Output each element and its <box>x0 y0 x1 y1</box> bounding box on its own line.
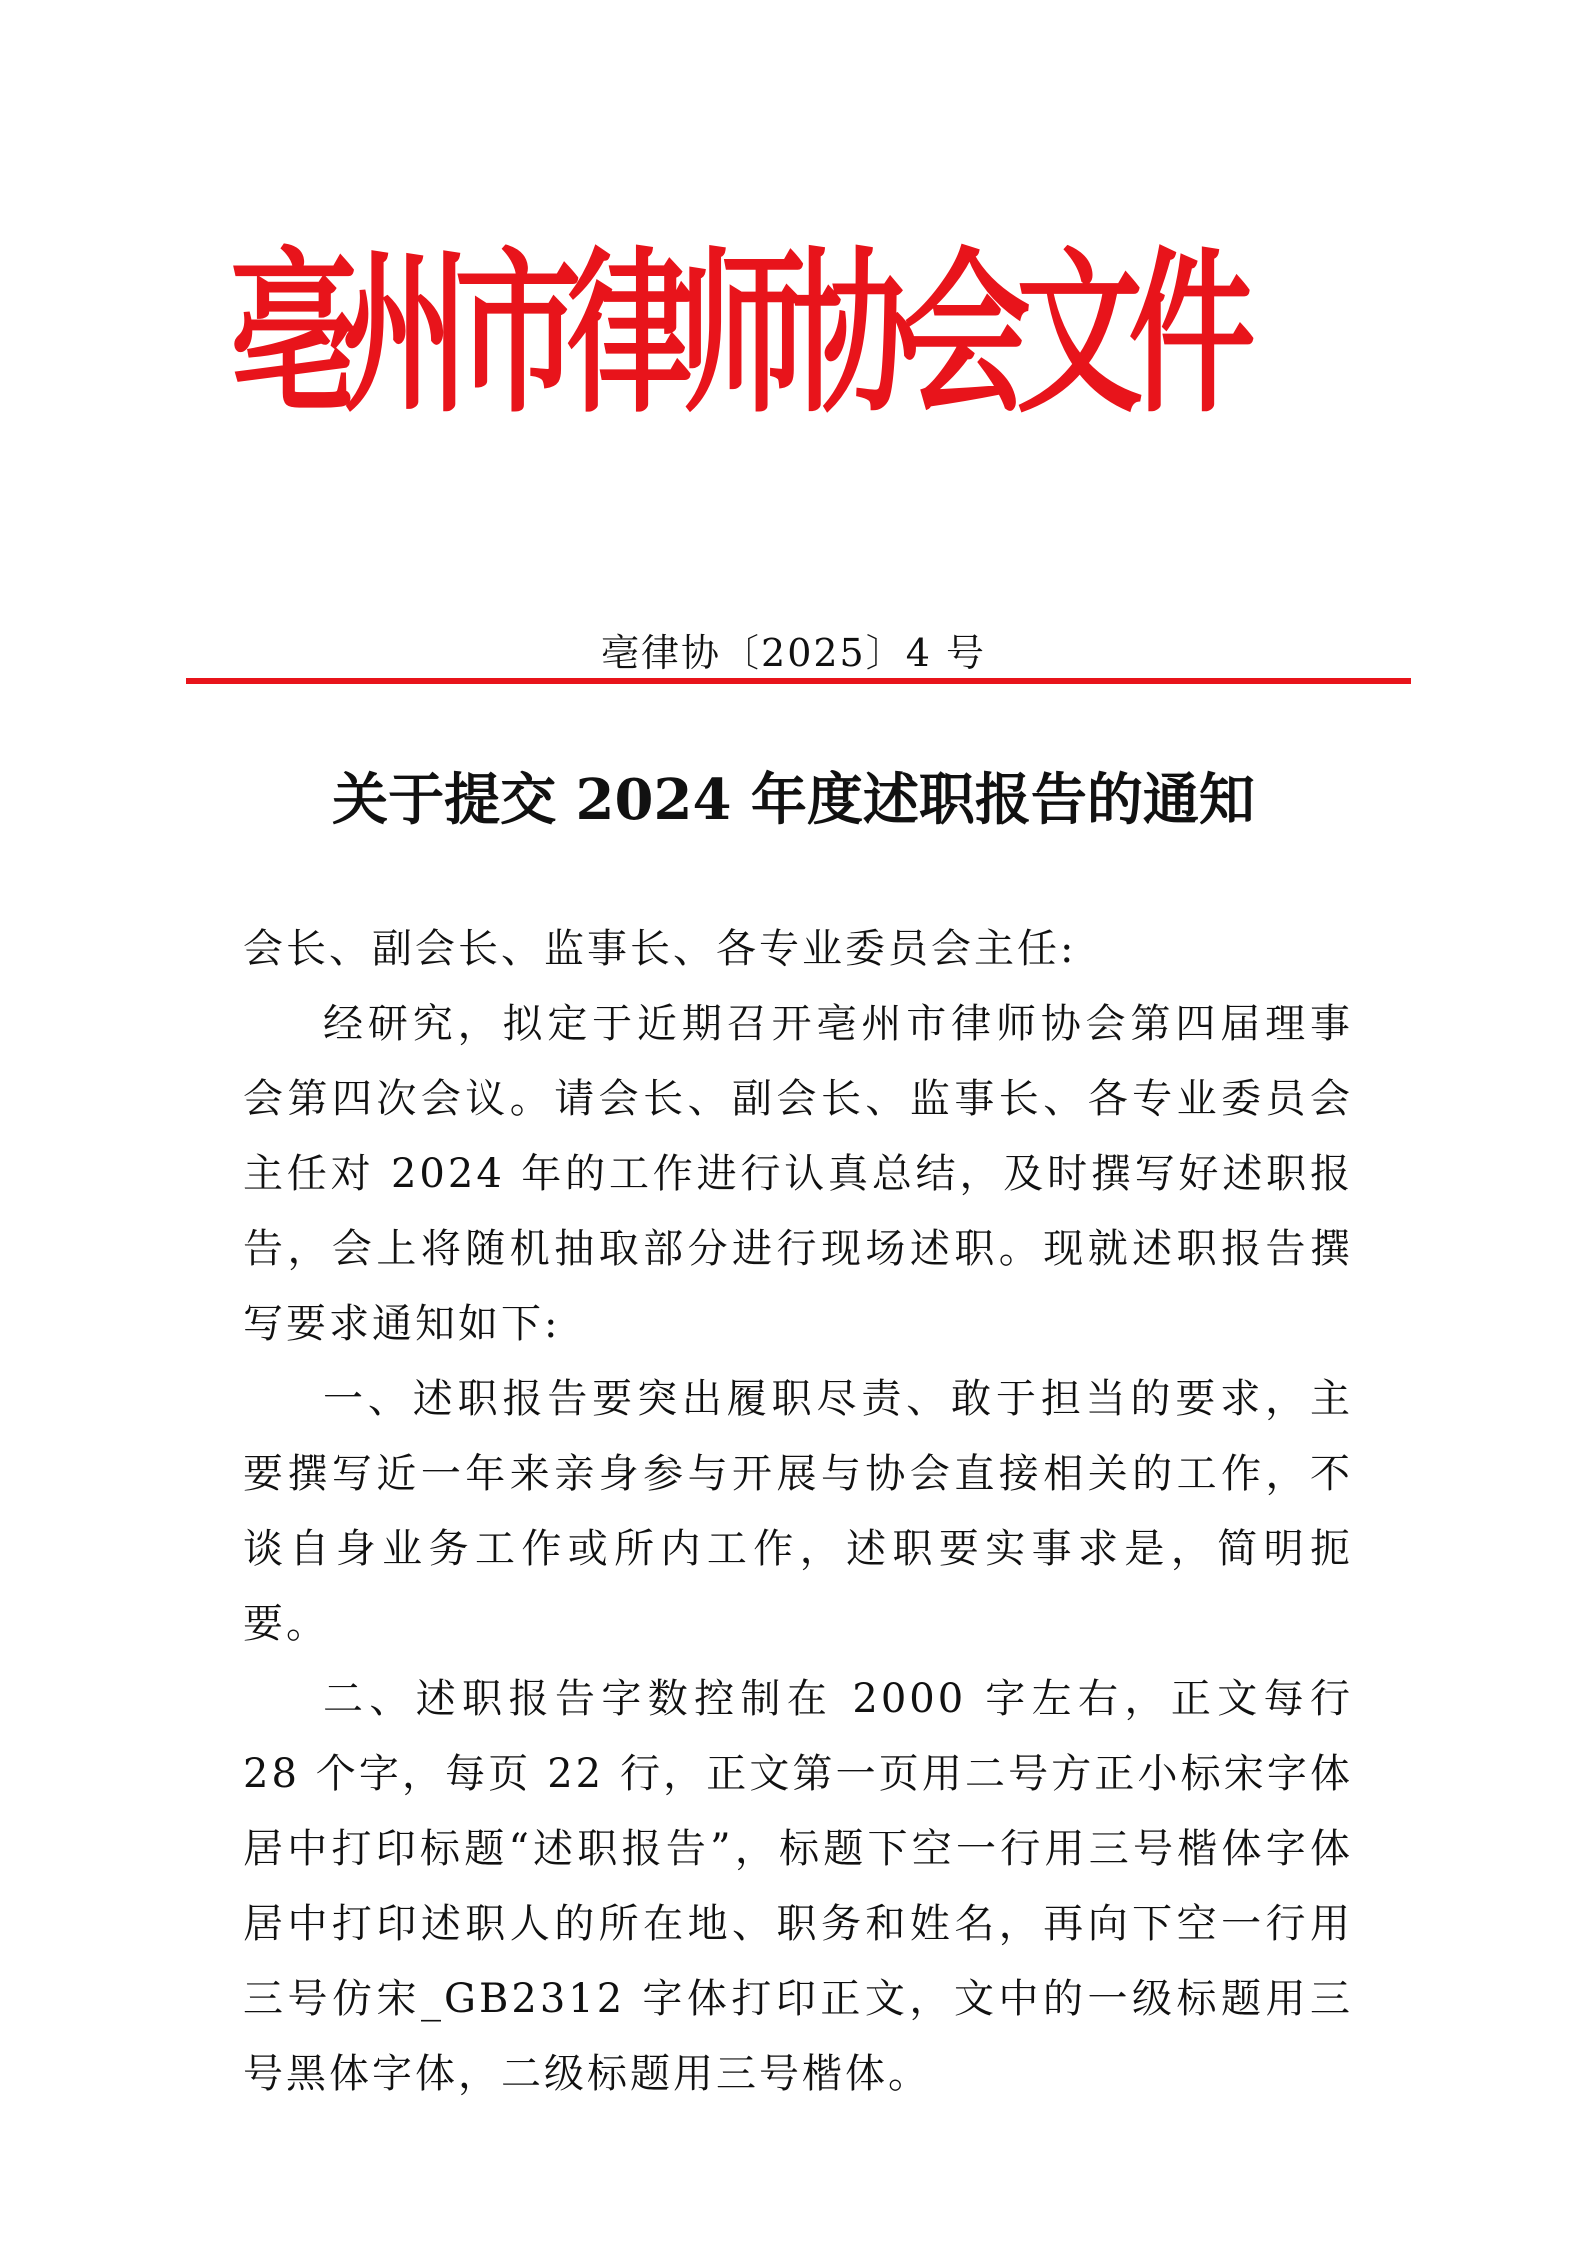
document-number: 亳律协〔2025〕4 号 <box>601 631 986 675</box>
organization-header: 亳州市律师协会文件 <box>230 232 1241 437</box>
document-body <box>243 912 1353 2112</box>
salutation: 会长、副会长、监事长、各专业委员会主任: <box>243 926 1077 972</box>
paragraph-intro: 经研究，拟定于近期召开亳州市律师协会第四届理事会第四次会议。请会长、副会长、监事长、各专业委员会主任对 2024 年的工作进行认真总结，及时撰写好述职报告，会上将随机抽取部分进行现场述职。现就述职报告撰写要求通知如下: <box>243 1001 1353 1347</box>
document-title: 关于提交 2024 年度述职报告的通知 <box>332 767 1255 833</box>
paragraph-requirement-2: 二、述职报告字数控制在 2000 字左右，正文每行 28 个字，每页 22 行，正文第一页用二号方正小标宋字体居中打印标题“述职报告”，标题下空一行用三号楷体字体居中打印述职人的所在地、职务和姓名，再向下空一行用三号仿宋_GB2312 字体打印正文，文中的一级标题用三号黑体字体，二级标题用三号楷体。 <box>243 1676 1353 2097</box>
red-divider-line <box>186 678 1411 684</box>
paragraph-requirement-1: 一、述职报告要突出履职尽责、敢于担当的要求，主要撰写近一年来亲身参与开展与协会直接相关的工作，不谈自身业务工作或所内工作，述职要实事求是，简明扼要。 <box>243 1376 1353 1647</box>
